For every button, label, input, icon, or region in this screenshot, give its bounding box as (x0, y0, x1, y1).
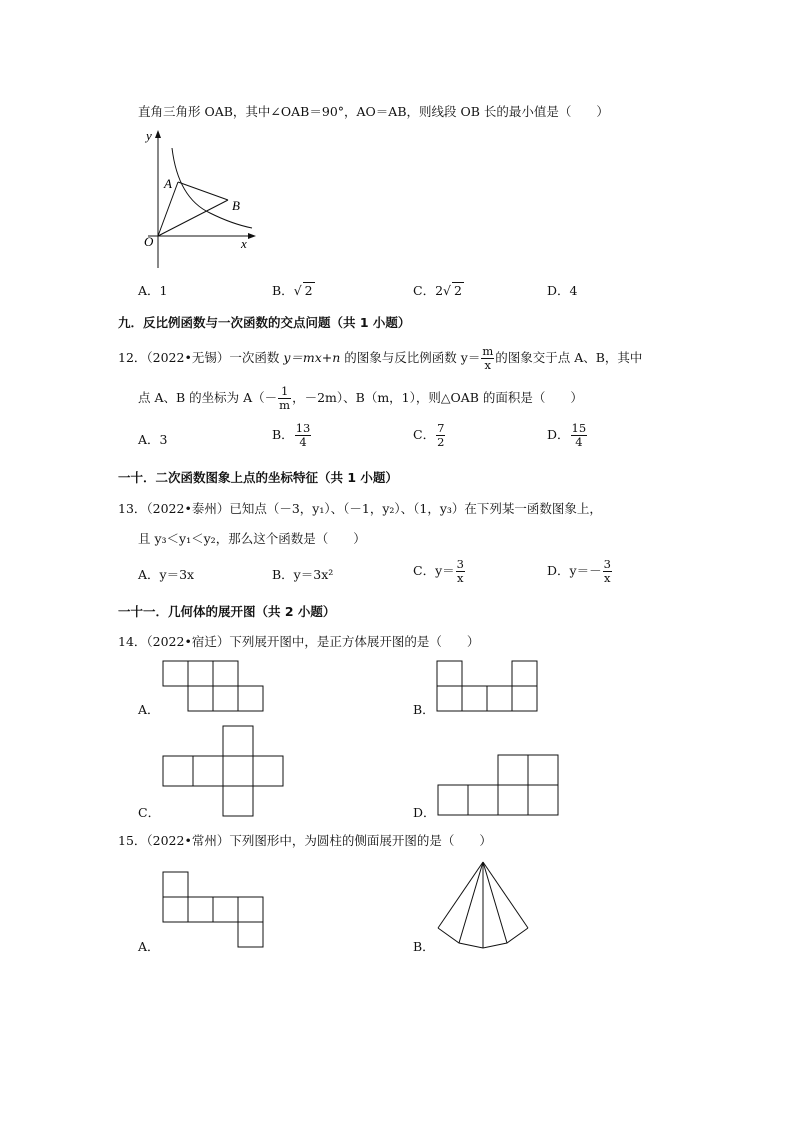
q12-option-a[interactable]: A．3 (138, 432, 168, 447)
point-a-label: A (164, 176, 172, 191)
section-heading-10: 一十．二次函数图象上点的坐标特征（共 1 小题） (118, 470, 398, 485)
q14-label-a[interactable]: A． (138, 702, 160, 717)
q14-net-d[interactable] (437, 754, 567, 820)
q13-line1: 13．（2022•泰州）已知点（－3，y₁）、（－1，y₂）、（1，y₃）在下列某一函数图象上， (118, 501, 602, 516)
q11-option-b[interactable]: B．√ 2 (272, 283, 313, 298)
q11-stem: 直角三角形 OAB，其中∠OAB＝90°，AO＝AB，则线段 OB 长的最小值是（ ） (138, 104, 609, 119)
q11-graph (140, 128, 270, 268)
q12-line1: 12．（2022•无锡）一次函数 y＝mx+n 的图象与反比例函数 y＝ $\frac{m}{x}$ 的图象交于点 A、B，其中 (118, 344, 643, 372)
q11-option-c[interactable]: C．2√ 2 (413, 283, 462, 298)
q14-net-c[interactable] (162, 725, 292, 819)
q12-option-c[interactable]: C． $\frac{7}{2}$ (413, 421, 445, 449)
fraction-m-over-x: $\frac{m}{x}$ (482, 344, 494, 372)
q13-line2: 且 y₃＜y₁＜y₂，那么这个函数是（ ） (138, 531, 366, 546)
q15-figure-a[interactable] (162, 871, 272, 953)
q14-net-a[interactable] (162, 660, 272, 716)
q11-option-a[interactable]: A．1 (138, 283, 168, 298)
fraction-1-over-m: $\frac{1}{m}$ (279, 384, 291, 412)
sqrt-symbol: √ 2 (443, 283, 462, 298)
q12-option-d[interactable]: D． $\frac{15}{4}$ (547, 421, 587, 449)
sqrt-symbol: √ 2 (293, 283, 313, 298)
section-heading-9: 九．反比例函数与一次函数的交点问题（共 1 小题） (118, 315, 411, 330)
q12-option-b[interactable]: B． $\frac{13}{4}$ (272, 421, 311, 449)
q14-label-c[interactable]: C． (138, 805, 161, 820)
q14-net-b[interactable] (436, 660, 546, 716)
q11-option-d[interactable]: D．4 (547, 283, 578, 298)
q14-stem: 14．（2022•宿迁）下列展开图中，是正方体展开图的是（ ） (118, 634, 480, 649)
q13-option-d[interactable]: D．y＝－ $\frac{3}{x}$ (547, 557, 611, 585)
origin-label: O (144, 234, 154, 249)
q13-option-a[interactable]: A．y＝3x (138, 567, 195, 582)
section-heading-11: 一十一．几何体的展开图（共 2 小题） (118, 604, 336, 619)
q12-line2: 点 A、B 的坐标为 A（－ $\frac{1}{m}$ ，－2m）、B（m，1），则△OAB 的面积是（ ） (138, 384, 583, 412)
q14-label-b[interactable]: B． (413, 702, 435, 717)
x-axis-label: x (241, 236, 247, 251)
q13-option-c[interactable]: C．y＝ $\frac{3}{x}$ (413, 557, 464, 585)
y-axis-label: y (146, 128, 152, 143)
q15-label-b[interactable]: B． (413, 939, 435, 954)
q13-option-b[interactable]: B．y＝3x² (272, 567, 334, 582)
q15-stem: 15．（2022•常州）下列图形中，为圆柱的侧面展开图的是（ ） (118, 833, 492, 848)
point-b-label: B (232, 198, 240, 213)
q14-label-d[interactable]: D． (413, 805, 436, 820)
q15-label-a[interactable]: A． (138, 939, 160, 954)
q15-figure-b[interactable] (436, 860, 536, 950)
